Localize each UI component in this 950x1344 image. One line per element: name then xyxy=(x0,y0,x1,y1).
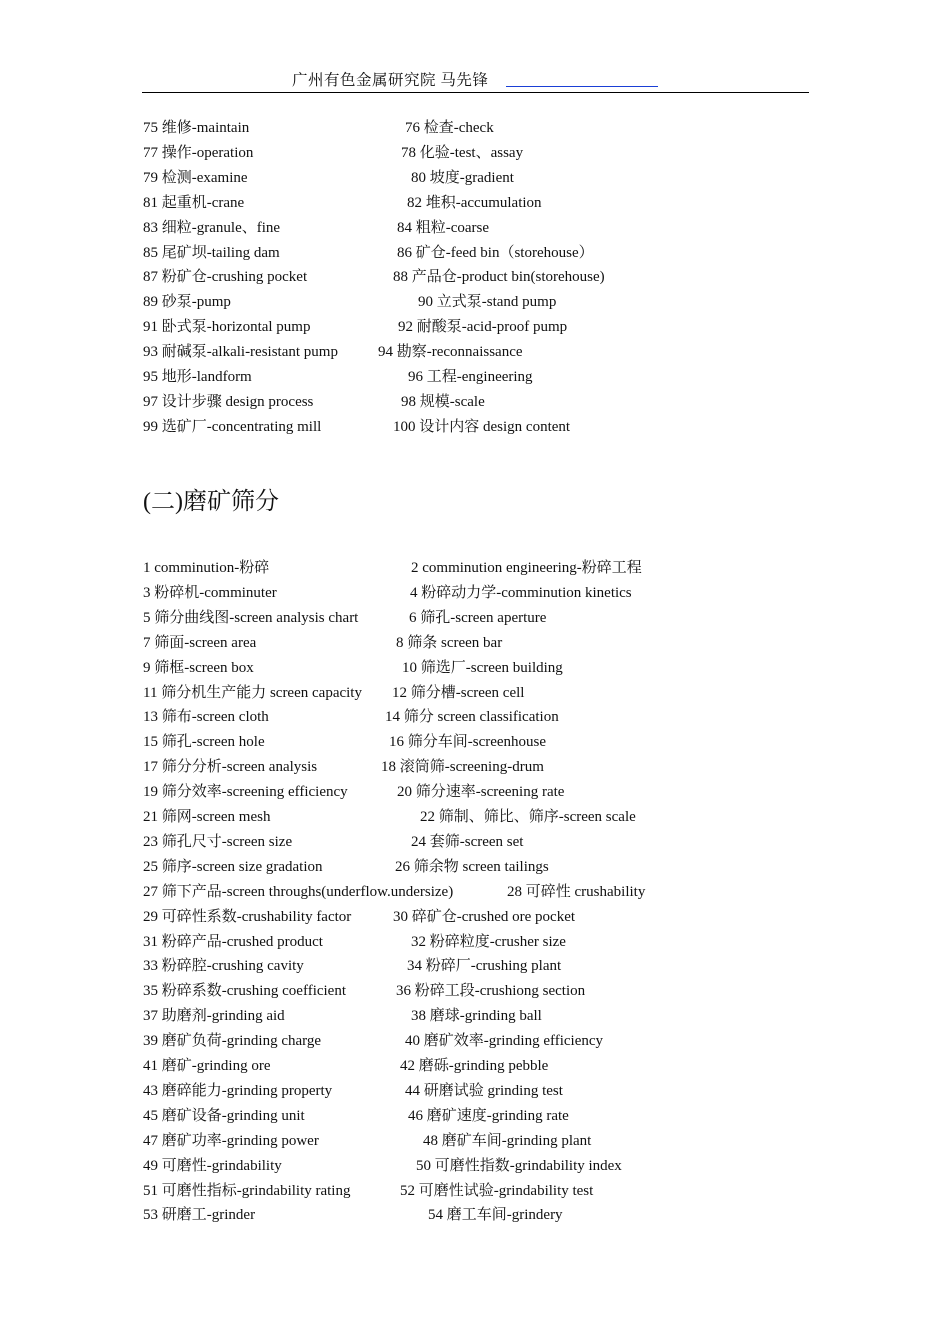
glossary-row xyxy=(143,1179,843,1203)
term-left: 99 选矿厂-concentrating mill xyxy=(143,418,322,435)
term-right: 26 筛余物 screen tailings xyxy=(395,858,549,875)
glossary-row xyxy=(143,830,843,854)
term-left: 27 筛下产品-screen throughs(underflow.undersize) xyxy=(143,883,454,900)
glossary-row xyxy=(143,1129,843,1153)
term-right: 92 耐酸泵-acid-proof pump xyxy=(398,319,568,336)
term-right: 46 磨矿速度-grinding rate xyxy=(408,1107,569,1124)
glossary-row xyxy=(143,805,843,829)
glossary-row xyxy=(143,415,843,439)
term-right: 100 设计内容 design content xyxy=(393,418,571,435)
term-left: 35 粉碎系数-crushing coefficient xyxy=(143,983,347,1000)
glossary-row xyxy=(143,116,843,140)
term-left: 49 可磨性-grindability xyxy=(143,1157,282,1174)
term-left: 9 筛框-screen box xyxy=(143,659,254,676)
glossary-row xyxy=(143,1104,843,1128)
term-right: 94 勘察-reconnaissance xyxy=(378,344,523,361)
term-right: 2 comminution engineering-粉碎工程 xyxy=(411,560,642,576)
term-right: 8 筛条 screen bar xyxy=(396,634,503,651)
term-right: 44 研磨试验 grinding test xyxy=(405,1082,563,1099)
term-right: 28 可碎性 crushability xyxy=(507,883,646,900)
term-right: 90 立式泵-stand pump xyxy=(418,294,557,311)
term-left: 17 筛分分析-screen analysis xyxy=(143,759,318,776)
term-left: 11 筛分机生产能力 screen capacity xyxy=(143,684,362,701)
section-title: (二)磨矿筛分 xyxy=(143,489,279,515)
term-right: 22 筛制、筛比、筛序-screen scale xyxy=(420,809,636,825)
header-underline-link[interactable] xyxy=(506,86,658,87)
glossary-row xyxy=(143,265,843,289)
term-left: 1 comminution-粉碎 xyxy=(143,560,270,576)
term-left: 19 筛分效率-screening efficiency xyxy=(143,784,348,801)
glossary-row xyxy=(143,1079,843,1103)
term-right: 34 粉碎厂-crushing plant xyxy=(407,958,562,975)
term-left: 31 粉碎产品-crushed product xyxy=(143,933,323,950)
glossary-row xyxy=(143,340,843,364)
term-left: 97 设计步骤 design process xyxy=(143,393,314,410)
glossary-row xyxy=(143,979,843,1003)
glossary-row xyxy=(143,631,843,655)
term-left: 29 可碎性系数-crushability factor xyxy=(143,908,352,925)
glossary-row xyxy=(143,581,843,605)
page-header xyxy=(142,68,809,93)
term-right: 16 筛分车间-screenhouse xyxy=(389,734,547,751)
glossary-row xyxy=(143,880,843,904)
glossary-row xyxy=(143,365,843,389)
term-right: 36 粉碎工段-crushiong section xyxy=(396,983,586,1000)
term-right: 12 筛分槽-screen cell xyxy=(392,684,525,701)
glossary-row xyxy=(143,556,843,580)
term-left: 83 细粒-granule、fine xyxy=(143,219,281,236)
term-right: 4 粉碎动力学-comminution kinetics xyxy=(410,584,632,601)
term-left: 25 筛序-screen size gradation xyxy=(143,858,323,875)
term-right: 38 磨球-grinding ball xyxy=(411,1008,542,1025)
glossary-row xyxy=(143,1203,843,1227)
term-left: 79 检测-examine xyxy=(143,169,248,186)
term-right: 76 检查-check xyxy=(405,120,494,136)
term-right: 10 筛选厂-screen building xyxy=(402,659,563,676)
term-right: 6 筛孔-screen aperture xyxy=(409,609,547,626)
term-left: 81 起重机-crane xyxy=(143,194,245,211)
glossary-row xyxy=(143,705,843,729)
term-left: 85 尾矿坝-tailing dam xyxy=(143,244,280,261)
glossary-row xyxy=(143,681,843,705)
term-right: 98 规模-scale xyxy=(401,393,485,410)
glossary-row xyxy=(143,315,843,339)
term-right: 50 可磨性指数-grindability index xyxy=(416,1157,622,1174)
glossary-row xyxy=(143,780,843,804)
term-right: 84 粗粒-coarse xyxy=(397,219,490,236)
term-left: 39 磨矿负荷-grinding charge xyxy=(143,1033,322,1050)
term-right: 82 堆积-accumulation xyxy=(407,194,542,211)
term-left: 21 筛网-screen mesh xyxy=(143,809,271,825)
term-left: 51 可磨性指标-grindability rating xyxy=(143,1182,351,1199)
glossary-row xyxy=(143,241,843,265)
term-right: 18 滚筒筛-screening-drum xyxy=(381,759,544,776)
glossary-row xyxy=(143,1154,843,1178)
term-left: 41 磨矿-grinding ore xyxy=(143,1058,271,1074)
term-right: 30 碎矿仓-crushed ore pocket xyxy=(393,908,576,925)
glossary-row xyxy=(143,755,843,779)
term-right: 20 筛分速率-screening rate xyxy=(397,784,565,801)
glossary-row xyxy=(143,290,843,314)
term-right: 24 套筛-screen set xyxy=(411,833,524,850)
term-left: 37 助磨剂-grinding aid xyxy=(143,1008,285,1025)
glossary-row xyxy=(143,855,843,879)
glossary-row xyxy=(143,930,843,954)
term-left: 77 操作-operation xyxy=(143,144,254,161)
term-left: 23 筛孔尺寸-screen size xyxy=(143,833,293,850)
term-left: 3 粉碎机-comminuter xyxy=(143,584,277,601)
term-right: 40 磨矿效率-grinding efficiency xyxy=(405,1033,604,1050)
term-left: 15 筛孔-screen hole xyxy=(143,734,265,751)
glossary-row xyxy=(143,905,843,929)
term-left: 45 磨矿设备-grinding unit xyxy=(143,1107,305,1124)
glossary-row xyxy=(143,390,843,414)
glossary-row xyxy=(143,166,843,190)
term-left: 75 维修-maintain xyxy=(143,120,250,136)
glossary-row xyxy=(143,730,843,754)
term-right: 86 矿仓-feed bin（storehouse） xyxy=(397,244,594,261)
term-right: 54 磨工车间-grindery xyxy=(428,1207,563,1224)
term-left: 33 粉碎腔-crushing cavity xyxy=(143,958,304,975)
header-text: 广州有色金属研究院 马先锋 xyxy=(292,72,489,89)
term-right: 96 工程-engineering xyxy=(408,369,533,385)
glossary-row xyxy=(143,191,843,215)
term-left: 5 筛分曲线图-screen analysis chart xyxy=(143,609,359,626)
glossary-row xyxy=(143,1054,843,1078)
glossary-row xyxy=(143,656,843,680)
glossary-row xyxy=(143,606,843,630)
glossary-row xyxy=(143,141,843,165)
term-right: 80 坡度-gradient xyxy=(411,169,514,186)
term-right: 52 可磨性试验-grindability test xyxy=(400,1182,594,1199)
term-left: 53 研磨工-grinder xyxy=(143,1207,256,1224)
term-right: 48 磨矿车间-grinding plant xyxy=(423,1132,592,1149)
term-left: 89 砂泵-pump xyxy=(143,294,231,311)
term-left: 91 卧式泵-horizontal pump xyxy=(143,319,311,336)
term-left: 43 磨碎能力-grinding property xyxy=(143,1082,333,1099)
glossary-row xyxy=(143,1029,843,1053)
term-left: 87 粉矿仓-crushing pocket xyxy=(143,269,308,286)
glossary-row xyxy=(143,954,843,978)
term-left: 7 筛面-screen area xyxy=(143,634,257,651)
term-right: 14 筛分 screen classification xyxy=(385,709,559,726)
term-left: 93 耐碱泵-alkali-resistant pump xyxy=(143,344,338,361)
term-right: 88 产品仓-product bin(storehouse) xyxy=(393,269,605,286)
term-left: 95 地形-landform xyxy=(143,369,252,385)
glossary-row xyxy=(143,216,843,240)
term-left: 47 磨矿功率-grinding power xyxy=(143,1132,319,1149)
term-left: 13 筛布-screen cloth xyxy=(143,709,269,726)
term-right: 32 粉碎粒度-crusher size xyxy=(411,933,566,950)
term-right: 42 磨砾-grinding pebble xyxy=(400,1058,549,1074)
term-right: 78 化验-test、assay xyxy=(401,144,524,161)
glossary-row xyxy=(143,1004,843,1028)
